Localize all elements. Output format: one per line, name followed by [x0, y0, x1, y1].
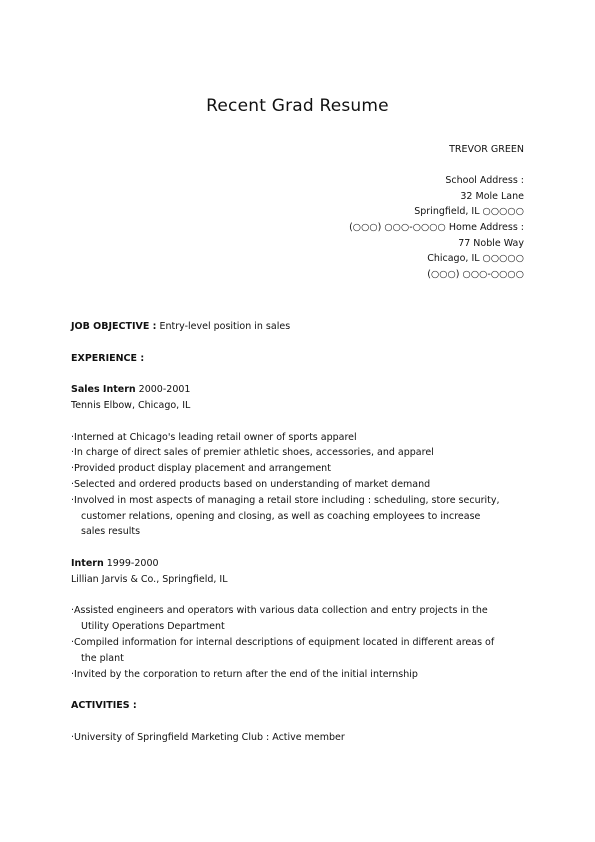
objective-text: Entry-level position in sales	[156, 321, 291, 332]
job1-bullet-2: ·In charge of direct sales of premier athletic shoes, accessories, and apparel	[71, 447, 434, 459]
objective-line	[71, 319, 524, 335]
contact-block	[349, 142, 524, 282]
job1-bullet-5-line3: sales results	[81, 526, 141, 538]
school-address-city: Springfield, IL ○○○○○	[414, 206, 524, 218]
home-address-street: 77 Noble Way	[458, 237, 524, 249]
job1-title: Sales Intern	[71, 384, 136, 396]
job1-bullet-1: ·Interned at Chicago's leading retail owner of sports apparel	[71, 431, 357, 443]
home-phone: (○○○) ○○○-○○○○	[427, 268, 524, 280]
job2-bullet-3: ·Invited by the corporation to return after the end of the initial internship	[71, 668, 418, 680]
job2-bullet-2-line1: ·Compiled information for internal descriptions of equipment located in different areas of	[71, 636, 495, 648]
activities-heading: ACTIVITIES :	[71, 700, 137, 712]
job1-bullet-5-line2: customer relations, opening and closing, as well as coaching employees to increase	[81, 510, 481, 522]
job1-bullet-5-line1: ·Involved in most aspects of managing a retail store including : scheduling, store security,	[71, 494, 500, 506]
experience-heading: EXPERIENCE :	[71, 352, 145, 364]
job2-bullet-2-line2: the plant	[81, 652, 124, 664]
job2-title: Intern	[71, 557, 104, 569]
job1-bullet-4: ·Selected and ordered products based on understanding of market demand	[71, 478, 431, 490]
phone-home-address-label: (○○○) ○○○-○○○○ Home Address :	[349, 221, 524, 233]
activity-item-1: ·University of Springfield Marketing Club : Active member	[71, 731, 345, 743]
school-address-label: School Address :	[445, 175, 524, 187]
school-address-street: 32 Mole Lane	[460, 190, 524, 202]
job2-years: 1999-2000	[103, 557, 159, 569]
job1-header	[71, 382, 524, 398]
job1-bullet-3: ·Provided product display placement and arrangement	[71, 463, 331, 475]
job1-place: Tennis Elbow, Chicago, IL	[71, 399, 191, 411]
candidate-name: TREVOR GREEN	[449, 144, 524, 155]
objective-label: JOB OBJECTIVE :	[71, 321, 157, 332]
resume-body	[71, 319, 524, 746]
job1-years: 2000-2001	[135, 384, 191, 396]
job2-place: Lillian Jarvis & Co., Springfield, IL	[71, 573, 228, 585]
job2-header	[71, 556, 524, 572]
home-address-city: Chicago, IL ○○○○○	[427, 253, 524, 265]
page-title: Recent Grad Resume	[206, 96, 389, 116]
job2-bullet-1-line2: Utility Operations Department	[81, 621, 225, 633]
job2-bullet-1-line1: ·Assisted engineers and operators with various data collection and entry projects in the	[71, 605, 488, 617]
